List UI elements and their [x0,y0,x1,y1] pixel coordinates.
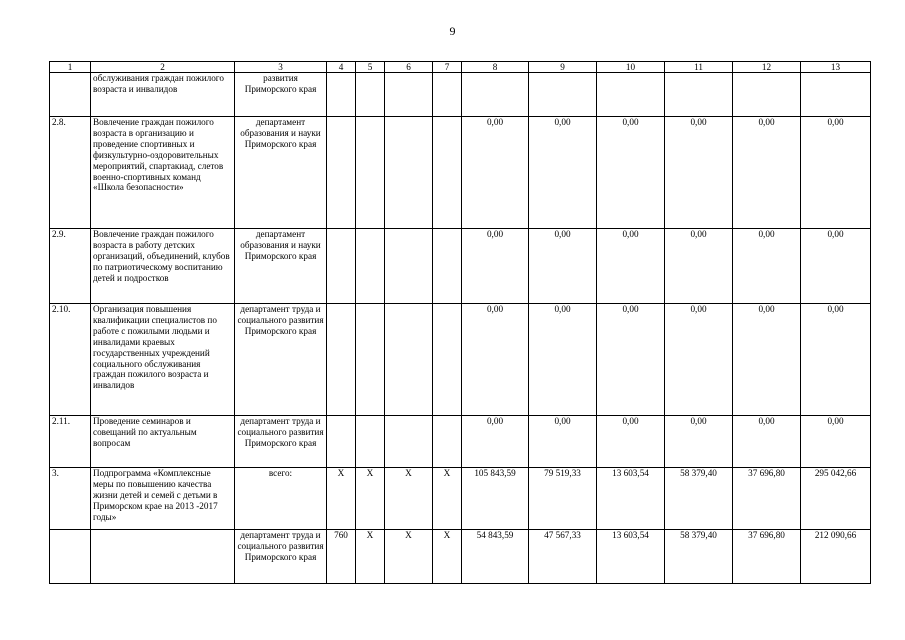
value-cell: 0,00 [733,304,801,416]
value-cell: 54 843,59 [462,530,529,584]
code-cell [433,304,462,416]
code-cell [433,229,462,304]
page-number: 9 [449,24,456,38]
value-cell: 0,00 [733,229,801,304]
value-cell: 58 379,40 [665,468,733,530]
row-number-cell [50,530,91,584]
code-cell: Х [385,468,433,530]
value-cell [462,73,529,117]
value-cell: 0,00 [597,416,665,468]
table-row [50,117,871,229]
value-cell: 0,00 [665,229,733,304]
value-cell: 47 567,33 [529,530,597,584]
code-cell [356,73,385,117]
value-cell: 13 603,54 [597,530,665,584]
value-cell [801,73,871,117]
column-header: 6 [385,62,433,73]
row-number-cell [50,73,91,117]
column-header: 5 [356,62,385,73]
row-number-cell: 2.11. [50,416,91,468]
code-cell: Х [356,468,385,530]
code-cell: Х [356,530,385,584]
table-row [50,229,871,304]
measure-name-cell [91,530,235,584]
code-cell [356,304,385,416]
row-number-cell: 2.10. [50,304,91,416]
value-cell: 0,00 [529,304,597,416]
value-cell: 0,00 [529,229,597,304]
value-cell: 0,00 [801,416,871,468]
value-cell: 37 696,80 [733,530,801,584]
column-header: 3 [235,62,327,73]
value-cell: 0,00 [597,117,665,229]
value-cell: 212 090,66 [801,530,871,584]
column-header: 10 [597,62,665,73]
table-row [50,468,871,530]
value-cell: 79 519,33 [529,468,597,530]
code-cell [356,117,385,229]
program-budget-table [49,61,871,584]
table-row [50,304,871,416]
value-cell: 0,00 [733,416,801,468]
executor-cell: департамент труда и социального развития Приморского края [235,530,327,584]
value-cell: 0,00 [801,229,871,304]
value-cell: 0,00 [462,229,529,304]
value-cell: 0,00 [597,229,665,304]
code-cell [385,229,433,304]
table-row [50,416,871,468]
value-cell: 0,00 [733,117,801,229]
value-cell: 13 603,54 [597,468,665,530]
table-row [50,73,871,117]
row-number-cell: 2.9. [50,229,91,304]
value-cell: 0,00 [529,117,597,229]
column-header: 2 [91,62,235,73]
row-number-cell: 3. [50,468,91,530]
value-cell: 0,00 [529,416,597,468]
measure-name-cell: Вовлечение граждан пожилого возраста в работу детских организаций, объединений, клубов по патриотическому воспитанию детей и подростков [91,229,235,304]
column-header: 13 [801,62,871,73]
code-cell [385,304,433,416]
code-cell [433,416,462,468]
code-cell [327,73,356,117]
code-cell [385,73,433,117]
code-cell: Х [433,468,462,530]
code-cell [433,117,462,229]
code-cell: Х [385,530,433,584]
code-cell: Х [433,530,462,584]
code-cell [356,416,385,468]
column-header: 12 [733,62,801,73]
code-cell [327,117,356,229]
column-header: 8 [462,62,529,73]
measure-name-cell: Организация повышения квалификации специалистов по работе с пожилыми людьми и инвалидами краевых государственных учреждений социального обслуживания граждан пожилого возраста и инвалидов [91,304,235,416]
row-number-cell: 2.8. [50,117,91,229]
code-cell [327,304,356,416]
column-number-header-row [50,62,871,73]
executor-cell: всего: [235,468,327,530]
value-cell [597,73,665,117]
measure-name-cell: обслуживания граждан пожилого возраста и инвалидов [91,73,235,117]
executor-cell: департамент труда и социального развития Приморского края [235,304,327,416]
value-cell: 0,00 [462,304,529,416]
table-row [50,530,871,584]
code-cell [356,229,385,304]
value-cell: 37 696,80 [733,468,801,530]
column-header: 4 [327,62,356,73]
value-cell [733,73,801,117]
value-cell: 295 042,66 [801,468,871,530]
column-header: 11 [665,62,733,73]
measure-name-cell: Подпрограмма «Комплексные меры по повышению качества жизни детей и семей с детьми в Приморском крае на 2013 -2017 годы» [91,468,235,530]
value-cell: 58 379,40 [665,530,733,584]
column-header: 9 [529,62,597,73]
value-cell: 0,00 [665,304,733,416]
executor-cell: развития Приморского края [235,73,327,117]
value-cell: 0,00 [462,416,529,468]
measure-name-cell: Проведение семинаров и совещаний по актуальным вопросам [91,416,235,468]
executor-cell: департамент образования и науки Приморского края [235,117,327,229]
executor-cell: департамент труда и социального развития Приморского края [235,416,327,468]
executor-cell: департамент образования и науки Приморского края [235,229,327,304]
value-cell [665,73,733,117]
code-cell [327,416,356,468]
value-cell: 0,00 [665,416,733,468]
column-header: 1 [50,62,91,73]
value-cell [529,73,597,117]
code-cell [433,73,462,117]
value-cell: 0,00 [801,117,871,229]
column-header: 7 [433,62,462,73]
value-cell: 0,00 [665,117,733,229]
value-cell: 0,00 [597,304,665,416]
code-cell: 760 [327,530,356,584]
code-cell: Х [327,468,356,530]
value-cell: 0,00 [462,117,529,229]
code-cell [327,229,356,304]
code-cell [385,416,433,468]
value-cell: 105 843,59 [462,468,529,530]
code-cell [385,117,433,229]
value-cell: 0,00 [801,304,871,416]
measure-name-cell: Вовлечение граждан пожилого возраста в организацию и проведение спортивных и физкультурно-оздоровительных мероприятий, спартакиад, слетов военно-спортивных команд «Школа безопасности» [91,117,235,229]
